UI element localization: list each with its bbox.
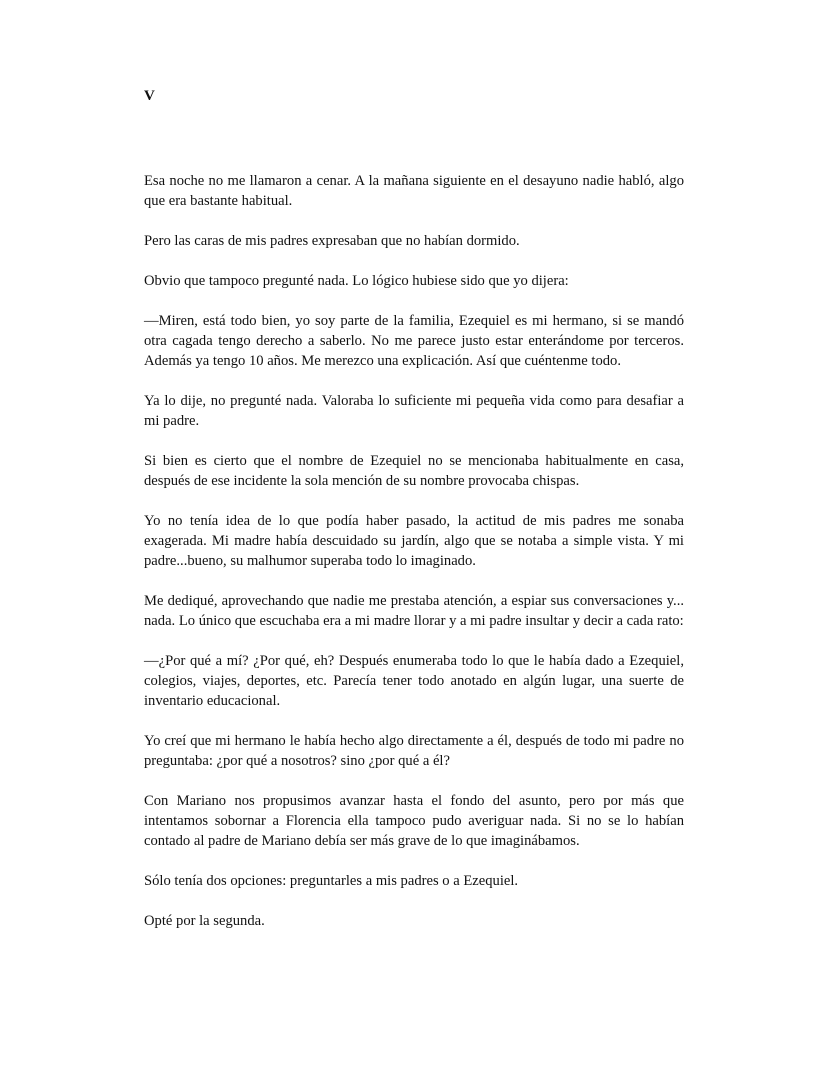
paragraph: Si bien es cierto que el nombre de Ezequiel no se mencionaba habitualmente en casa, después de ese incidente la sola mención de su nombre provocaba chispas. <box>144 453 684 489</box>
document-page <box>144 86 684 951</box>
paragraph: —¿Por qué a mí? ¿Por qué, eh? Después enumeraba todo lo que le había dado a Ezequiel, colegios, viajes, deportes, etc. Parecía tener todo anotado en algún lugar, una suerte de inventario educacional. <box>144 653 684 709</box>
paragraph: Obvio que tampoco pregunté nada. Lo lógico hubiese sido que yo dijera: <box>144 273 569 289</box>
paragraph: Opté por la segunda. <box>144 913 265 929</box>
paragraph: Pero las caras de mis padres expresaban que no habían dormido. <box>144 233 520 249</box>
paragraph: Sólo tenía dos opciones: preguntarles a mis padres o a Ezequiel. <box>144 873 519 889</box>
paragraph: —Miren, está todo bien, yo soy parte de la familia, Ezequiel es mi hermano, si se mandó otra cagada tengo derecho a saberlo. No me parece justo estar enterándome por terceros. Además ya tengo 10 años. Me merezco una explicación. Así que cuéntenme todo. <box>144 313 684 369</box>
paragraph: Yo no tenía idea de lo que podía haber pasado, la actitud de mis padres me sonaba exagerada. Mi madre había descuidado su jardín, algo que se notaba a simple vista. Y mi padre...bueno, su malhumor superaba todo lo imaginado. <box>144 513 684 569</box>
chapter-heading: V <box>144 88 155 104</box>
chapter-body <box>144 171 684 931</box>
paragraph: Con Mariano nos propusimos avanzar hasta el fondo del asunto, pero por más que intentamos sobornar a Florencia ella tampoco pudo averiguar nada. Si no se lo habían contado al padre de Mariano debía ser más grave de lo que imaginábamos. <box>144 793 684 849</box>
paragraph: Yo creí que mi hermano le había hecho algo directamente a él, después de todo mi padre no preguntaba: ¿por qué a nosotros? sino ¿por qué a él? <box>144 733 684 769</box>
paragraph: Ya lo dije, no pregunté nada. Valoraba lo suficiente mi pequeña vida como para desafiar a mi padre. <box>144 393 684 429</box>
paragraph: Esa noche no me llamaron a cenar. A la mañana siguiente en el desayuno nadie habló, algo que era bastante habitual. <box>144 173 684 209</box>
paragraph: Me dediqué, aprovechando que nadie me prestaba atención, a espiar sus conversaciones y... nada. Lo único que escuchaba era a mi madre llorar y a mi padre insultar y decir a cada rato: <box>144 593 684 629</box>
